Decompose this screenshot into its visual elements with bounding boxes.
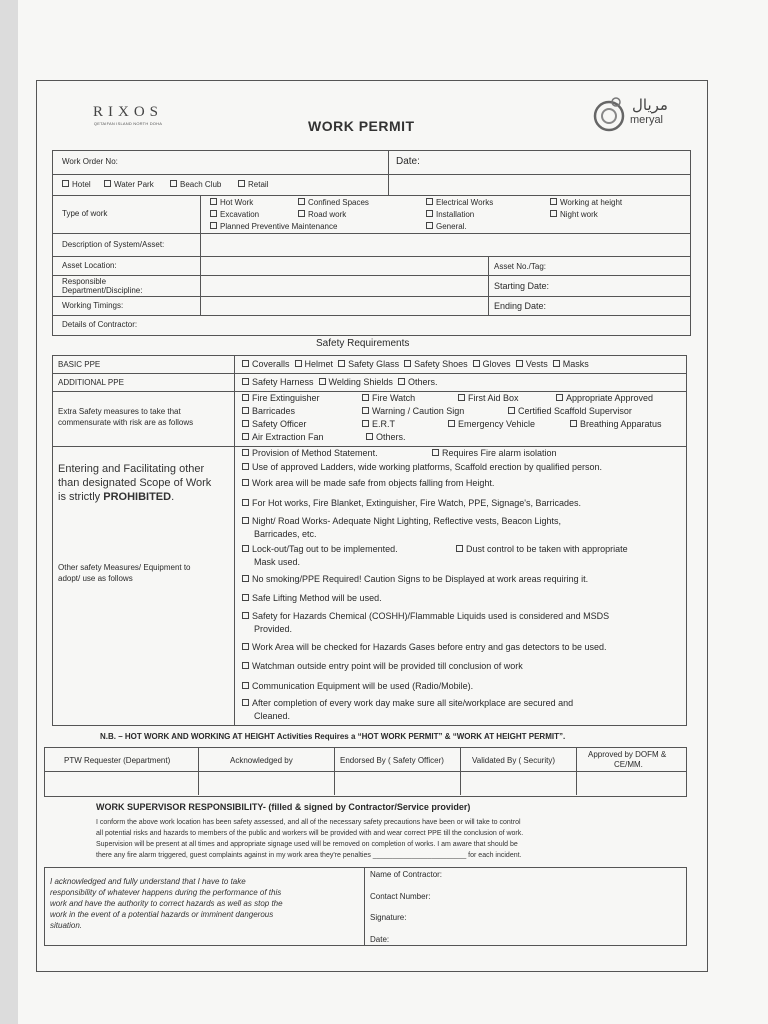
checkbox[interactable] xyxy=(404,360,411,367)
divider xyxy=(460,747,461,795)
extra-item: Fire Watch xyxy=(372,393,416,403)
checkbox[interactable] xyxy=(550,210,557,217)
divider xyxy=(198,747,199,795)
checkbox[interactable] xyxy=(242,499,249,506)
contact-number-label: Contact Number: xyxy=(370,892,431,901)
checkbox[interactable] xyxy=(556,394,563,401)
checkbox[interactable] xyxy=(362,407,369,414)
type-ppm[interactable] xyxy=(210,222,337,232)
extra-emergency-vehicle[interactable] xyxy=(448,419,535,430)
type-label: Night work xyxy=(560,210,598,219)
extra-label-1: Extra Safety measures to take that xyxy=(58,407,181,416)
checkbox[interactable] xyxy=(426,210,433,217)
divider xyxy=(52,391,686,392)
measure-night-road-works-cont: Barricades, etc. xyxy=(254,529,317,539)
checkbox[interactable] xyxy=(62,180,69,187)
venue-retail[interactable] xyxy=(238,180,268,190)
measure-ladders[interactable] xyxy=(242,462,602,473)
supervisor-paragraph-line: there any fire alarm triggered, guest complaints against in my work area they're penalties ________________________ for each incident. xyxy=(96,852,522,859)
measure-gas-detectors[interactable] xyxy=(242,642,607,653)
venue-label: Beach Club xyxy=(180,180,222,189)
supervisor-paragraph xyxy=(96,817,523,861)
checkbox[interactable] xyxy=(242,699,249,706)
work-order-label: Work Order No: xyxy=(62,157,118,166)
extra-item: Breathing Apparatus xyxy=(580,419,662,429)
asset-location-label: Asset Location: xyxy=(62,261,117,270)
checkbox[interactable] xyxy=(550,198,557,205)
extra-first-aid-box[interactable] xyxy=(458,393,519,404)
checkbox[interactable] xyxy=(570,420,577,427)
type-road-work[interactable] xyxy=(298,210,346,220)
checkbox[interactable] xyxy=(432,449,439,456)
checkbox[interactable] xyxy=(242,360,249,367)
measure-text: Watchman outside entry point will be provided till conclusion of work xyxy=(252,661,523,671)
rixos-logo xyxy=(78,104,178,134)
meryal-logo-text: meryal xyxy=(630,114,664,126)
venue-label: Retail xyxy=(248,180,269,189)
ppe-item: Coveralls xyxy=(252,359,290,369)
extra-fire-watch[interactable] xyxy=(362,393,415,404)
other-measures-label-2: adopt/ use as follows xyxy=(58,574,133,583)
checkbox[interactable] xyxy=(426,198,433,205)
contractor-details-label: Details of Contractor: xyxy=(62,320,138,329)
additional-ppe-list xyxy=(242,377,437,388)
divider xyxy=(200,195,201,315)
checkbox[interactable] xyxy=(210,222,217,229)
measure-dust-control-cont: Mask used. xyxy=(254,557,301,567)
signoff-col-acknowledged: Acknowledged by xyxy=(230,756,293,765)
supervisor-paragraph-line: Supervision will be present at all times and appropriate signage used will be removed on completion of works. I am aware that should be xyxy=(96,841,518,848)
extra-item: Others. xyxy=(376,432,406,442)
checkbox[interactable] xyxy=(362,394,369,401)
venue-label: Hotel xyxy=(72,180,91,189)
measure-site-secured[interactable] xyxy=(242,698,573,709)
extra-appropriate-approved[interactable] xyxy=(556,393,653,404)
measure-falling-objects[interactable] xyxy=(242,478,494,489)
measure-method-statement[interactable] xyxy=(242,448,378,459)
type-working-at-height[interactable] xyxy=(550,198,622,208)
extra-ert[interactable] xyxy=(362,419,395,430)
meryal-logo xyxy=(592,94,682,136)
divider xyxy=(52,174,690,175)
measure-text: Dust control to be taken with appropriate xyxy=(466,544,628,554)
checkbox[interactable] xyxy=(242,662,249,669)
ppe-item: Safety Shoes xyxy=(414,359,468,369)
extra-item: Emergency Vehicle xyxy=(458,419,536,429)
checkbox[interactable] xyxy=(242,643,249,650)
measure-coshh-cont: Provided. xyxy=(254,624,293,634)
prohibited-line-3: is strictly xyxy=(58,491,101,503)
meryal-logo-arabic: مريال xyxy=(632,97,668,114)
sign-date-label: Date: xyxy=(370,935,390,944)
checkbox[interactable] xyxy=(242,682,249,689)
checkbox[interactable] xyxy=(516,360,523,367)
divider xyxy=(52,275,690,276)
date-label: Date: xyxy=(396,156,420,167)
prohibited-line-1: Entering and Facilitating other xyxy=(58,463,205,475)
measure-text: After completion of every work day make sure all site/workplace are secured and xyxy=(252,698,574,708)
acknowledgement-line: situation. xyxy=(50,921,83,930)
prohibited-end: . xyxy=(171,491,175,503)
extra-scaffold-supervisor[interactable] xyxy=(508,406,632,417)
measure-text: Work area will be made safe from objects falling from Height. xyxy=(252,478,495,488)
measure-text: Requires Fire alarm isolation xyxy=(442,448,557,458)
checkbox[interactable] xyxy=(242,594,249,601)
extra-item: Warning / Caution Sign xyxy=(372,406,465,416)
meryal-swirl-icon xyxy=(592,94,628,134)
acknowledgement-line: work and have the authority to correct hazards as well as stop the xyxy=(50,899,283,908)
checkbox[interactable] xyxy=(362,420,369,427)
measure-no-smoking[interactable] xyxy=(242,574,588,585)
divider xyxy=(334,747,335,795)
page-title: WORK PERMIT xyxy=(308,118,415,134)
extra-item: Barricades xyxy=(252,406,296,416)
extra-fire-extinguisher[interactable] xyxy=(242,393,320,404)
description-label: Description of System/Asset: xyxy=(62,240,165,249)
type-label: Installation xyxy=(436,210,475,219)
measure-night-road-works[interactable] xyxy=(242,516,561,527)
acknowledgement-text xyxy=(50,876,283,931)
contractor-name-label: Name of Contractor: xyxy=(370,870,443,879)
divider xyxy=(52,233,690,234)
starting-date-label: Starting Date: xyxy=(494,281,550,291)
basic-ppe-list xyxy=(242,359,589,370)
checkbox[interactable] xyxy=(242,479,249,486)
extra-item: Safety Officer xyxy=(252,419,307,429)
checkbox[interactable] xyxy=(242,407,249,414)
ppe-item: Safety Glass xyxy=(348,359,400,369)
basic-ppe-label: BASIC PPE xyxy=(58,360,101,369)
signoff-col-requester: PTW Requester (Department) xyxy=(64,756,171,765)
type-excavation[interactable] xyxy=(210,210,259,220)
checkbox[interactable] xyxy=(242,420,249,427)
measure-watchman[interactable] xyxy=(242,661,523,672)
checkbox[interactable] xyxy=(242,575,249,582)
checkbox[interactable] xyxy=(242,545,249,552)
measure-text: Work Area will be checked for Hazards Gases before entry and gas detectors to be used. xyxy=(252,642,607,652)
extra-air-extraction-fan[interactable] xyxy=(242,432,324,443)
type-label: Electrical Works xyxy=(436,198,494,207)
supervisor-heading: WORK SUPERVISOR RESPONSIBILITY- (filled & signed by Contractor/Service provider) xyxy=(96,802,471,812)
divider xyxy=(52,296,690,297)
measure-hot-works[interactable] xyxy=(242,498,581,509)
signature-label: Signature: xyxy=(370,913,407,922)
acknowledgement-line: work in the event of a potential hazards or imminent dangerous xyxy=(50,910,274,919)
type-night-work[interactable] xyxy=(550,210,598,220)
signoff-col-approved-2: CE/MM. xyxy=(614,760,643,769)
type-confined-spaces[interactable] xyxy=(298,198,369,208)
checkbox[interactable] xyxy=(295,360,302,367)
checkbox[interactable] xyxy=(298,210,305,217)
prohibited-word: PROHIBITED xyxy=(103,491,172,503)
type-label: Confined Spaces xyxy=(308,198,369,207)
safety-heading: Safety Requirements xyxy=(316,338,410,349)
ppe-item: Safety Harness xyxy=(252,377,314,387)
checkbox[interactable] xyxy=(210,210,217,217)
extra-item: First Aid Box xyxy=(468,393,519,403)
checkbox[interactable] xyxy=(298,198,305,205)
checkbox[interactable] xyxy=(242,449,249,456)
extra-item: Appropriate Approved xyxy=(566,393,654,403)
measure-text: Lock-out/Tag out to be implemented. xyxy=(252,544,398,554)
divider xyxy=(364,867,365,945)
measure-lockout[interactable] xyxy=(242,544,398,555)
measure-site-secured-cont: Cleaned. xyxy=(254,711,291,721)
checkbox[interactable] xyxy=(458,394,465,401)
measure-text: No smoking/PPE Required! Caution Signs to be Displayed at work areas requiring it. xyxy=(252,574,589,584)
extra-warning-sign[interactable] xyxy=(362,406,464,417)
checkbox[interactable] xyxy=(242,612,249,619)
ppe-item: Gloves xyxy=(482,359,511,369)
divider xyxy=(388,150,389,195)
other-measures-label-1: Other safety Measures/ Equipment to xyxy=(58,563,191,572)
extra-item: Air Extraction Fan xyxy=(252,432,324,442)
ending-date-label: Ending Date: xyxy=(494,301,547,311)
ppe-item: Helmet xyxy=(304,359,334,369)
checkbox[interactable] xyxy=(319,378,326,385)
divider xyxy=(488,256,489,315)
acknowledgement-line: I acknowledged and fully understand that I have to take xyxy=(50,877,246,886)
checkbox[interactable] xyxy=(242,378,249,385)
checkbox[interactable] xyxy=(210,198,217,205)
extra-item: Certified Scaffold Supervisor xyxy=(518,406,632,416)
checkbox[interactable] xyxy=(242,394,249,401)
venue-label: Water Park xyxy=(114,180,154,189)
extra-others[interactable] xyxy=(366,432,406,443)
divider xyxy=(52,256,690,257)
checkbox[interactable] xyxy=(553,360,560,367)
checkbox[interactable] xyxy=(473,360,480,367)
asset-no-label: Asset No./Tag: xyxy=(494,262,547,271)
responsible-label-2: Department/Discipline: xyxy=(62,286,143,295)
measure-text: Use of approved Ladders, wide working platforms, Scaffold erection by qualified person. xyxy=(252,462,603,472)
venue-water-park[interactable] xyxy=(104,180,154,190)
responsible-label-1: Responsible xyxy=(62,277,107,286)
type-label: Excavation xyxy=(220,210,260,219)
measure-text: Communication Equipment will be used (Radio/Mobile). xyxy=(252,681,474,691)
signoff-col-validated: Validated By ( Security) xyxy=(472,756,555,765)
venue-hotel[interactable] xyxy=(62,180,91,190)
divider xyxy=(52,195,690,196)
divider xyxy=(44,771,686,772)
checkbox[interactable] xyxy=(104,180,111,187)
type-label: Hot Work xyxy=(220,198,254,207)
divider xyxy=(52,373,686,374)
divider xyxy=(234,355,235,725)
measure-text: Safety for Hazards Chemical (COSHH)/Flammable Liquids used is considered and MSDS xyxy=(252,611,610,621)
extra-safety-officer[interactable] xyxy=(242,419,306,430)
extra-item: E.R.T xyxy=(372,419,396,429)
nb-notice: N.B. – HOT WORK AND WORKING AT HEIGHT Activities Requires a “HOT WORK PERMIT” & “WORK AT HEIGHT PERMIT”. xyxy=(100,732,566,741)
supervisor-paragraph-line: I conform the above work location has been safety assessed, and all of the necessary safety precautions have been or will take to control xyxy=(96,819,521,826)
checkbox[interactable] xyxy=(242,433,249,440)
divider xyxy=(576,747,577,795)
type-general[interactable] xyxy=(426,222,467,232)
measure-coshh[interactable] xyxy=(242,611,609,622)
checkbox[interactable] xyxy=(170,180,177,187)
measure-communication[interactable] xyxy=(242,681,473,692)
checkbox[interactable] xyxy=(448,420,455,427)
measure-text: Provision of Method Statement. xyxy=(252,448,378,458)
measure-dust-control[interactable] xyxy=(456,544,628,555)
venue-beach-club[interactable] xyxy=(170,180,221,190)
divider xyxy=(52,446,686,447)
checkbox[interactable] xyxy=(242,517,249,524)
checkbox[interactable] xyxy=(366,433,373,440)
additional-ppe-label: ADDITIONAL PPE xyxy=(58,378,124,387)
measure-safe-lifting[interactable] xyxy=(242,593,382,604)
extra-breathing-apparatus[interactable] xyxy=(570,419,662,430)
measure-text: For Hot works, Fire Blanket, Extinguisher, Fire Watch, PPE, Signage's, Barricades. xyxy=(252,498,582,508)
prohibited-notice xyxy=(58,462,211,504)
checkbox[interactable] xyxy=(338,360,345,367)
checkbox[interactable] xyxy=(238,180,245,187)
type-label: Working at height xyxy=(560,198,623,207)
supervisor-paragraph-line: all potential risks and hazards to members of the public and workers will be provided with and wear correct PPE till the conclusion of work. xyxy=(96,830,524,837)
measure-text: Night/ Road Works- Adequate Night Lighting, Reflective vests, Beacon Lights, xyxy=(252,516,562,526)
checkbox[interactable] xyxy=(426,222,433,229)
type-installation[interactable] xyxy=(426,210,474,220)
type-label: Road work xyxy=(308,210,347,219)
type-label: Planned Preventive Maintenance xyxy=(220,222,338,231)
acknowledgement-line: responsibility of whatever happens during the performance of this xyxy=(50,888,282,897)
checkbox[interactable] xyxy=(242,463,249,470)
type-of-work-label: Type of work xyxy=(62,209,108,218)
divider xyxy=(52,315,690,316)
prohibited-line-2: than designated Scope of Work xyxy=(58,477,212,489)
extra-barricades[interactable] xyxy=(242,406,295,417)
type-electrical-works[interactable] xyxy=(426,198,493,208)
signoff-col-approved: Approved by DOFM & xyxy=(588,750,667,759)
measure-fire-alarm-isolation[interactable] xyxy=(432,448,557,459)
checkbox[interactable] xyxy=(456,545,463,552)
rixos-logo-text: RIXOS xyxy=(92,104,163,120)
ppe-item: Welding Shields xyxy=(328,377,393,387)
ppe-item: Masks xyxy=(562,359,589,369)
extra-label-2: commensurate with risk are as follows xyxy=(58,418,194,427)
ppe-item: Others. xyxy=(407,377,438,387)
checkbox[interactable] xyxy=(398,378,405,385)
checkbox[interactable] xyxy=(508,407,515,414)
type-label: General. xyxy=(436,222,467,231)
working-timings-label: Working Timings: xyxy=(62,301,124,310)
type-hot-work[interactable] xyxy=(210,198,253,208)
rixos-logo-subtext: QETAIFAN ISLAND NORTH DOHA xyxy=(93,121,163,126)
extra-item: Fire Extinguisher xyxy=(252,393,320,403)
signoff-col-endorsed: Endorsed By ( Safety Officer) xyxy=(340,756,444,765)
measure-text: Safe Lifting Method will be used. xyxy=(252,593,382,603)
ppe-item: Vests xyxy=(525,359,548,369)
